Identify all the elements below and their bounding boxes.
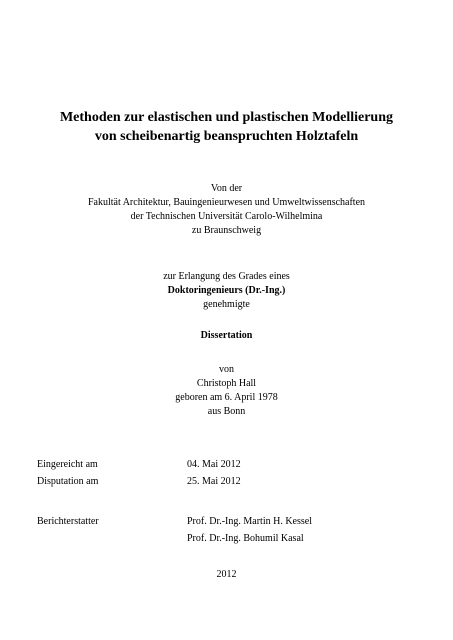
author-name: Christoph Hall — [196, 378, 257, 389]
document-type: Dissertation — [200, 330, 253, 341]
submitted-date: 04. Mai 2012 — [187, 459, 241, 470]
defense-label: Disputation am — [37, 476, 99, 487]
submitted-label: Eingereicht am — [37, 459, 98, 470]
degree-title: Doktoringenieurs (Dr.-Ing.) — [167, 285, 286, 296]
publication-year: 2012 — [216, 569, 237, 580]
institution-university: der Technischen Universität Carolo-Wilhelmina — [130, 211, 323, 222]
author-birth: geboren am 6. April 1978 — [175, 392, 278, 403]
reviewer-second: Prof. Dr.-Ing. Bohumil Kasal — [187, 533, 304, 544]
defense-date: 25. Mai 2012 — [187, 476, 241, 487]
thesis-title-line-2: von scheibenartig beanspruchten Holztafeln — [94, 129, 359, 144]
institution-city: zu Braunschweig — [191, 225, 262, 236]
reviewers-label: Berichterstatter — [37, 516, 99, 527]
thesis-title-line-1: Methoden zur elastischen und plastischen Modellierung — [59, 110, 394, 125]
reviewer-first: Prof. Dr.-Ing. Martin H. Kessel — [187, 516, 312, 527]
institution-von-der: Von der — [210, 183, 243, 194]
institution-faculty: Fakultät Architektur, Bauingenieurwesen und Umweltwissenschaften — [87, 197, 366, 208]
author-origin: aus Bonn — [207, 406, 246, 417]
author-von: von — [219, 364, 234, 375]
degree-approved: genehmigte — [203, 299, 250, 310]
degree-purpose: zur Erlangung des Grades eines — [163, 271, 290, 282]
